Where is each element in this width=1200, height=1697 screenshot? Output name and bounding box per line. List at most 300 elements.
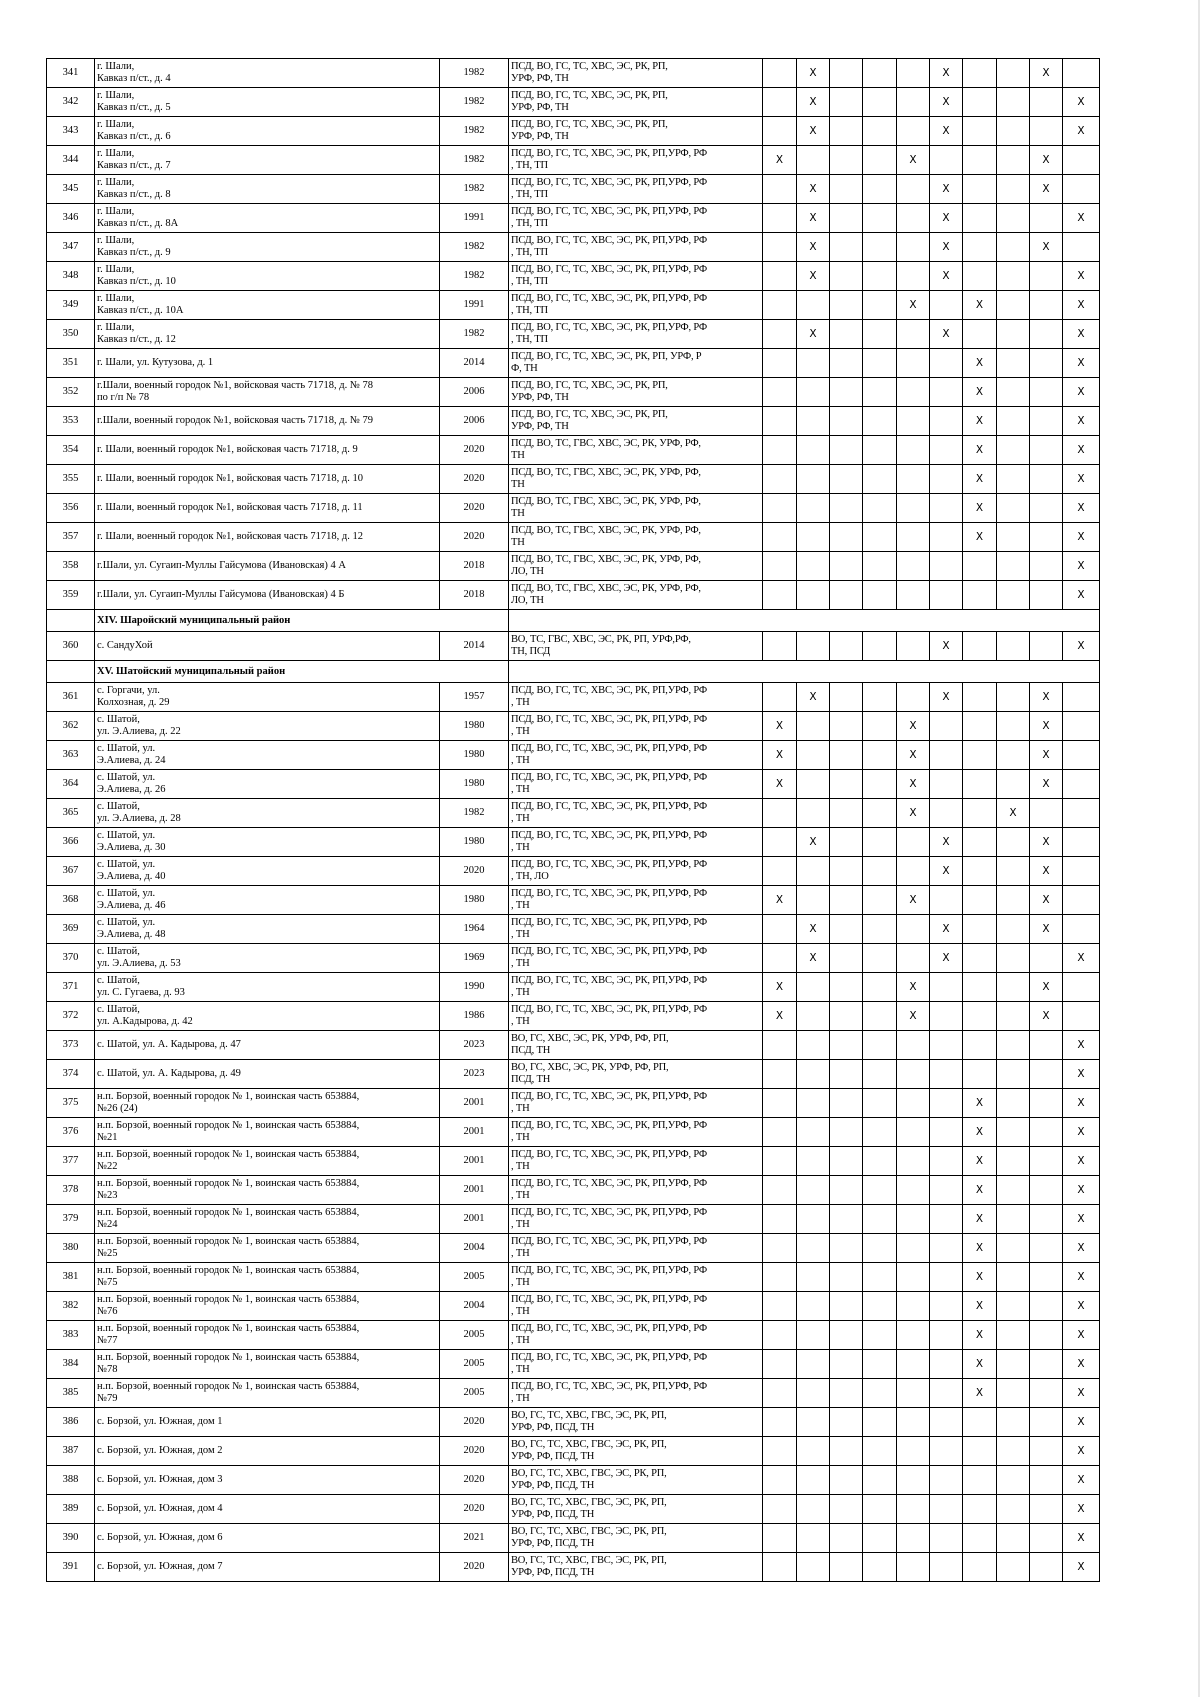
table-row [47,828,1100,857]
year-cell: 2005 [440,1350,509,1379]
empty-mark-cell [863,944,897,973]
row-number: 365 [47,799,95,828]
year-cell: 2001 [440,1147,509,1176]
address-cell: г. Шали, Кавказ п/ст., д. 7 [95,146,440,175]
empty-mark-cell [930,552,963,581]
year-cell: 2001 [440,1176,509,1205]
works-cell: ПСД, ВО, ГС, ТС, ХВС, ЭС, РК, РП,УРФ, РФ , ТН, ТП [509,175,763,204]
address-cell: г. Шали, военный городок №1, войсковая часть 71718, д. 10 [95,465,440,494]
empty-mark-cell [797,291,830,320]
empty-mark-cell [1030,1147,1063,1176]
section-row [47,610,1100,632]
empty-mark-cell [997,1031,1030,1060]
works-cell: ПСД, ВО, ГС, ТС, ХВС, ЭС, РК, РП, УРФ, РФ, ТН [509,378,763,407]
mark-cell: X [797,683,830,712]
empty-mark-cell [997,262,1030,291]
empty-mark-cell [797,857,830,886]
mark-cell: X [797,59,830,88]
empty-mark-cell [930,1321,963,1350]
empty-mark-cell [997,581,1030,610]
empty-mark-cell [1030,291,1063,320]
empty-mark-cell [997,204,1030,233]
table-row [47,915,1100,944]
empty-mark-cell [863,1466,897,1495]
empty-mark-cell [997,1292,1030,1321]
empty-mark-cell [963,233,997,262]
empty-mark-cell [830,1205,863,1234]
works-cell: ПСД, ВО, ГС, ТС, ХВС, ЭС, РК, РП,УРФ, РФ , ТН [509,1379,763,1408]
row-number: 390 [47,1524,95,1553]
empty-mark-cell [930,1031,963,1060]
empty-mark-cell [897,378,930,407]
row-number: 377 [47,1147,95,1176]
table-row [47,523,1100,552]
table-row [47,632,1100,661]
address-cell: г. Шали, Кавказ п/ст., д. 8А [95,204,440,233]
mark-cell: X [1063,1118,1100,1147]
mark-cell: X [1030,973,1063,1002]
mark-cell: X [763,146,797,175]
empty-mark-cell [863,204,897,233]
year-cell: 2020 [440,1466,509,1495]
empty-mark-cell [863,465,897,494]
empty-mark-cell [897,1379,930,1408]
empty-mark-cell [763,407,797,436]
mark-cell: X [963,1089,997,1118]
year-cell: 1969 [440,944,509,973]
address-cell: с. Шатой, ул. Э.Алиева, д. 26 [95,770,440,799]
year-cell: 2020 [440,523,509,552]
empty-mark-cell [997,233,1030,262]
empty-mark-cell [997,770,1030,799]
address-cell: н.п. Борзой, военный городок № 1, воинская часть 653884, №76 [95,1292,440,1321]
year-cell: 1980 [440,770,509,799]
row-number: 350 [47,320,95,349]
address-cell: н.п. Борзой, военный городок № 1, воинская часть 653884, №21 [95,1118,440,1147]
empty-mark-cell [763,1176,797,1205]
empty-mark-cell [997,117,1030,146]
empty-mark-cell [930,581,963,610]
empty-mark-cell [797,1176,830,1205]
year-cell: 1982 [440,320,509,349]
works-cell: ВО, ГС, ТС, ХВС, ГВС, ЭС, РК, РП, УРФ, РФ, ПСД, ТН [509,1553,763,1582]
address-cell: с. Горгачи, ул. Колхозная, д. 29 [95,683,440,712]
empty-mark-cell [1063,146,1100,175]
empty-mark-cell [930,1350,963,1379]
row-number: 348 [47,262,95,291]
empty-mark-cell [763,233,797,262]
empty-mark-cell [830,1437,863,1466]
empty-mark-cell [1030,552,1063,581]
mark-cell: X [797,175,830,204]
empty-mark-cell [863,1031,897,1060]
mark-cell: X [797,828,830,857]
mark-cell: X [897,741,930,770]
empty-mark-cell [1063,175,1100,204]
empty-mark-cell [897,1176,930,1205]
mark-cell: X [963,436,997,465]
empty-mark-cell [897,1234,930,1263]
year-cell: 2005 [440,1379,509,1408]
empty-mark-cell [997,944,1030,973]
empty-mark-cell [897,1408,930,1437]
empty-mark-cell [997,1205,1030,1234]
address-cell: с. Шатой, ул. Э.Алиева, д. 24 [95,741,440,770]
mark-cell: X [897,712,930,741]
empty-mark-cell [1063,915,1100,944]
mark-cell: X [930,262,963,291]
empty-mark-cell [997,973,1030,1002]
mark-cell: X [1063,1263,1100,1292]
empty-mark-cell [763,1089,797,1118]
empty-mark-cell [863,799,897,828]
empty-mark-cell [897,233,930,262]
empty-mark-cell [763,1263,797,1292]
empty-mark-cell [797,741,830,770]
mark-cell: X [930,915,963,944]
empty-mark-cell [830,378,863,407]
row-number: 386 [47,1408,95,1437]
empty-mark-cell [897,944,930,973]
row-number: 368 [47,886,95,915]
empty-mark-cell [963,1553,997,1582]
empty-mark-cell [963,632,997,661]
year-cell: 2005 [440,1321,509,1350]
mark-cell: X [763,770,797,799]
row-number: 363 [47,741,95,770]
empty-mark-cell [930,378,963,407]
empty-mark-cell [763,1118,797,1147]
empty-mark-cell [897,1031,930,1060]
table-row [47,1176,1100,1205]
mark-cell: X [930,59,963,88]
empty-mark-cell [1030,320,1063,349]
empty-mark-cell [963,915,997,944]
table-row [47,1002,1100,1031]
works-cell: ВО, ГС, ТС, ХВС, ГВС, ЭС, РК, РП, УРФ, РФ, ПСД, ТН [509,1437,763,1466]
mark-cell: X [963,1292,997,1321]
mark-cell: X [963,1176,997,1205]
empty-mark-cell [830,770,863,799]
row-number: 349 [47,291,95,320]
address-cell: с. Борзой, ул. Южная, дом 1 [95,1408,440,1437]
empty-mark-cell [963,581,997,610]
mark-cell: X [930,683,963,712]
empty-mark-cell [863,1408,897,1437]
mark-cell: X [797,915,830,944]
empty-mark-cell [763,632,797,661]
row-number: 369 [47,915,95,944]
empty-mark-cell [830,828,863,857]
empty-mark-cell [797,523,830,552]
empty-cell [47,610,95,632]
empty-mark-cell [930,1524,963,1553]
empty-mark-cell [930,1495,963,1524]
row-number: 380 [47,1234,95,1263]
empty-mark-cell [797,378,830,407]
address-cell: г.Шали, военный городок №1, войсковая часть 71718, д. № 79 [95,407,440,436]
address-cell: н.п. Борзой, военный городок № 1, воинская часть 653884, №25 [95,1234,440,1263]
empty-mark-cell [897,436,930,465]
empty-mark-cell [863,581,897,610]
empty-mark-cell [997,741,1030,770]
empty-mark-cell [1030,1408,1063,1437]
mark-cell: X [797,320,830,349]
year-cell: 1957 [440,683,509,712]
works-cell: ПСД, ВО, ГС, ТС, ХВС, ЭС, РК, РП,УРФ, РФ , ТН [509,1002,763,1031]
empty-mark-cell [997,1466,1030,1495]
address-cell: с. Шатой, ул. Э.Алиева, д. 46 [95,886,440,915]
empty-mark-cell [963,262,997,291]
address-cell: с. Шатой, ул. Э.Алиева, д. 48 [95,915,440,944]
row-number: 379 [47,1205,95,1234]
mark-cell: X [897,770,930,799]
empty-mark-cell [797,1263,830,1292]
mark-cell: X [1063,262,1100,291]
empty-mark-cell [997,349,1030,378]
mark-cell: X [1063,407,1100,436]
empty-mark-cell [963,204,997,233]
empty-mark-cell [930,1089,963,1118]
empty-mark-cell [797,1118,830,1147]
empty-mark-cell [930,436,963,465]
year-cell: 2014 [440,349,509,378]
empty-mark-cell [930,1147,963,1176]
empty-mark-cell [763,1292,797,1321]
empty-mark-cell [863,1263,897,1292]
row-number: 366 [47,828,95,857]
mark-cell: X [1063,88,1100,117]
table-row [47,233,1100,262]
year-cell: 1982 [440,88,509,117]
empty-mark-cell [930,146,963,175]
address-cell: с. Шатой, ул. Э.Алиева, д. 40 [95,857,440,886]
empty-mark-cell [863,1089,897,1118]
table-row [47,857,1100,886]
empty-mark-cell [797,1292,830,1321]
empty-mark-cell [1030,1553,1063,1582]
mark-cell: X [763,741,797,770]
empty-mark-cell [1063,886,1100,915]
row-number: 378 [47,1176,95,1205]
empty-mark-cell [830,146,863,175]
empty-mark-cell [830,552,863,581]
year-cell: 1982 [440,146,509,175]
empty-mark-cell [763,436,797,465]
mark-cell: X [1063,1524,1100,1553]
empty-mark-cell [1030,1176,1063,1205]
empty-mark-cell [930,741,963,770]
empty-mark-cell [963,799,997,828]
year-cell: 1980 [440,712,509,741]
works-cell: ПСД, ВО, ГС, ТС, ХВС, ЭС, РК, РП,УРФ, РФ , ТН, ТП [509,233,763,262]
address-cell: н.п. Борзой, военный городок № 1, воинская часть 653884, №75 [95,1263,440,1292]
empty-mark-cell [797,632,830,661]
address-cell: г. Шали, военный городок №1, войсковая часть 71718, д. 12 [95,523,440,552]
empty-mark-cell [830,683,863,712]
empty-mark-cell [1030,1060,1063,1089]
empty-mark-cell [1030,349,1063,378]
empty-mark-cell [863,1437,897,1466]
empty-mark-cell [1063,857,1100,886]
empty-mark-cell [930,886,963,915]
empty-mark-cell [997,407,1030,436]
housing-register-table [46,58,1100,1582]
empty-mark-cell [863,320,897,349]
empty-mark-cell [797,1060,830,1089]
mark-cell: X [1063,1350,1100,1379]
empty-mark-cell [763,88,797,117]
empty-mark-cell [963,944,997,973]
works-cell: ВО, ГС, ХВС, ЭС, РК, УРФ, РФ, РП, ПСД, ТН [509,1060,763,1089]
empty-mark-cell [997,1553,1030,1582]
empty-mark-cell [930,465,963,494]
empty-mark-cell [797,799,830,828]
empty-mark-cell [797,1495,830,1524]
table-row [47,886,1100,915]
empty-mark-cell [830,1321,863,1350]
empty-mark-cell [863,1176,897,1205]
works-cell: ПСД, ВО, ГС, ТС, ХВС, ЭС, РК, РП, УРФ, РФ, ТН [509,117,763,146]
address-cell: с. Борзой, ул. Южная, дом 2 [95,1437,440,1466]
address-cell: н.п. Борзой, военный городок № 1, воинская часть 653884, №23 [95,1176,440,1205]
empty-mark-cell [897,1118,930,1147]
empty-mark-cell [930,1263,963,1292]
empty-mark-cell [797,146,830,175]
empty-mark-cell [763,1147,797,1176]
table-row [47,465,1100,494]
mark-cell: X [1063,1234,1100,1263]
works-cell: ПСД, ВО, ГС, ТС, ХВС, ЭС, РК, РП,УРФ, РФ , ТН [509,1350,763,1379]
mark-cell: X [963,349,997,378]
empty-mark-cell [830,1350,863,1379]
mark-cell: X [1063,1292,1100,1321]
empty-mark-cell [797,552,830,581]
mark-cell: X [963,291,997,320]
empty-mark-cell [930,1060,963,1089]
year-cell: 2004 [440,1234,509,1263]
empty-mark-cell [1030,1234,1063,1263]
table-row [47,1350,1100,1379]
mark-cell: X [1063,465,1100,494]
empty-mark-cell [763,683,797,712]
mark-cell: X [763,712,797,741]
empty-mark-cell [830,494,863,523]
empty-mark-cell [963,1060,997,1089]
table-row [47,1234,1100,1263]
year-cell: 1982 [440,175,509,204]
empty-mark-cell [897,632,930,661]
table-row [47,552,1100,581]
mark-cell: X [1063,1553,1100,1582]
empty-mark-cell [963,1495,997,1524]
empty-mark-cell [830,857,863,886]
empty-mark-cell [830,320,863,349]
empty-mark-cell [797,1234,830,1263]
empty-mark-cell [797,770,830,799]
mark-cell: X [963,1379,997,1408]
year-cell: 1991 [440,291,509,320]
empty-mark-cell [863,117,897,146]
table-row [47,349,1100,378]
empty-mark-cell [763,552,797,581]
works-cell: ВО, ГС, ТС, ХВС, ГВС, ЭС, РК, РП, УРФ, РФ, ПСД, ТН [509,1495,763,1524]
empty-mark-cell [963,146,997,175]
table-row [47,88,1100,117]
empty-mark-cell [863,857,897,886]
empty-mark-cell [1030,1292,1063,1321]
empty-mark-cell [1030,88,1063,117]
row-number: 341 [47,59,95,88]
empty-mark-cell [830,465,863,494]
table-row [47,146,1100,175]
row-number: 345 [47,175,95,204]
mark-cell: X [797,233,830,262]
mark-cell: X [1063,581,1100,610]
empty-mark-cell [797,1524,830,1553]
empty-mark-cell [763,1437,797,1466]
address-cell: с. Шатой, ул. С. Гугаева, д. 93 [95,973,440,1002]
empty-mark-cell [797,886,830,915]
mark-cell: X [963,1321,997,1350]
empty-mark-cell [897,1089,930,1118]
empty-mark-cell [997,1089,1030,1118]
row-number: 371 [47,973,95,1002]
empty-mark-cell [963,552,997,581]
empty-mark-cell [863,1350,897,1379]
row-number: 389 [47,1495,95,1524]
mark-cell: X [797,262,830,291]
empty-mark-cell [963,175,997,204]
empty-mark-cell [830,262,863,291]
empty-mark-cell [1030,378,1063,407]
address-cell: с. Шатой, ул. Э.Алиева, д. 30 [95,828,440,857]
empty-mark-cell [763,1350,797,1379]
mark-cell: X [930,857,963,886]
table-row [47,494,1100,523]
year-cell: 1986 [440,1002,509,1031]
empty-mark-cell [797,349,830,378]
works-cell: ПСД, ВО, ГС, ТС, ХВС, ЭС, РК, РП,УРФ, РФ , ТН, ЛО [509,857,763,886]
empty-mark-cell [930,1118,963,1147]
empty-mark-cell [797,1205,830,1234]
mark-cell: X [963,494,997,523]
empty-mark-cell [830,1118,863,1147]
mark-cell: X [1063,1089,1100,1118]
mark-cell: X [797,944,830,973]
mark-cell: X [963,1263,997,1292]
year-cell: 1991 [440,204,509,233]
table-row [47,1379,1100,1408]
empty-mark-cell [897,262,930,291]
empty-mark-cell [863,59,897,88]
empty-mark-cell [763,523,797,552]
works-cell: ПСД, ВО, ГС, ТС, ХВС, ЭС, РК, РП,УРФ, РФ , ТН [509,1089,763,1118]
empty-mark-cell [897,1263,930,1292]
works-cell: ПСД, ВО, ГС, ТС, ХВС, ЭС, РК, РП,УРФ, РФ , ТН [509,915,763,944]
empty-mark-cell [997,1263,1030,1292]
empty-mark-cell [897,828,930,857]
mark-cell: X [1030,770,1063,799]
empty-mark-cell [997,1002,1030,1031]
mark-cell: X [930,233,963,262]
empty-mark-cell [897,857,930,886]
empty-mark-cell [963,1437,997,1466]
empty-mark-cell [763,494,797,523]
empty-mark-cell [930,494,963,523]
mark-cell: X [930,204,963,233]
empty-mark-cell [830,1089,863,1118]
